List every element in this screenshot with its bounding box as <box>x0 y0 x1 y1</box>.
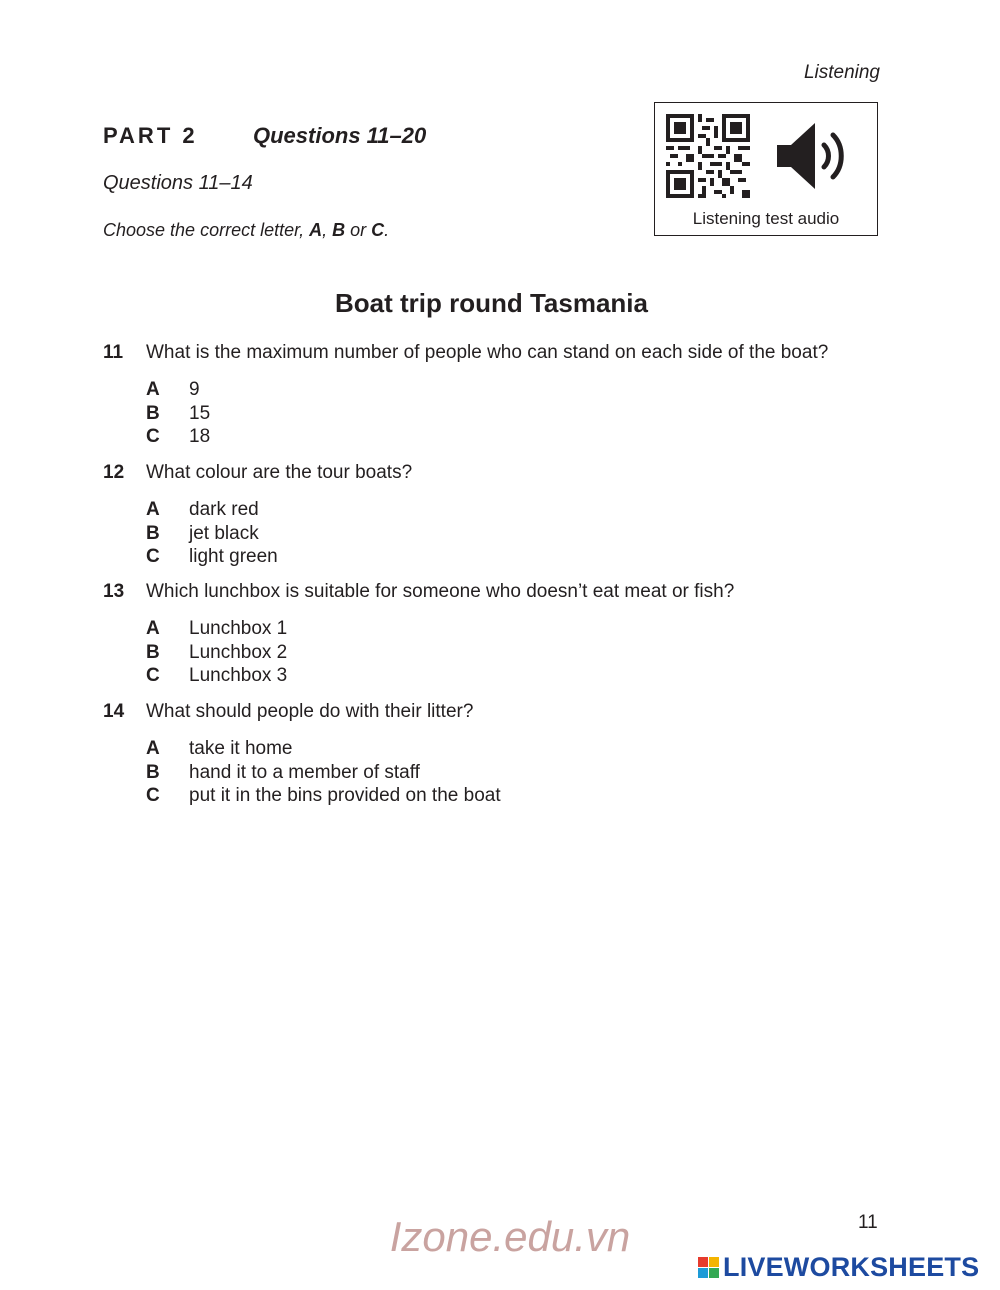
option-letter: B <box>146 641 160 663</box>
part-heading <box>103 123 427 149</box>
logo-square <box>709 1257 719 1267</box>
option-a[interactable] <box>146 617 287 641</box>
page-number: 11 <box>858 1212 878 1233</box>
section-label: Listening <box>803 62 880 83</box>
option-text: 18 <box>189 426 211 447</box>
speaker-icon[interactable] <box>777 121 851 191</box>
option-letter: A <box>146 738 160 759</box>
option-letter: A <box>146 618 160 639</box>
option-text: Lunchbox 3 <box>189 665 288 686</box>
option-letter: B <box>146 761 160 783</box>
option-list <box>146 737 501 808</box>
option-a[interactable] <box>146 378 210 402</box>
option-text: light green <box>189 546 278 567</box>
question-text: What colour are the tour boats? <box>146 462 413 483</box>
option-list <box>146 498 278 569</box>
instruction-letter-c: C <box>371 220 385 240</box>
instruction-text <box>103 220 389 241</box>
option-text: hand it to a member of staff <box>189 761 420 783</box>
option-text: put it in the bins provided on the boat <box>189 785 501 806</box>
option-text: dark red <box>189 499 259 520</box>
question-text: What is the maximum number of people who can stand on each side of the boat? <box>146 342 829 363</box>
question-number: 13 <box>103 581 125 602</box>
option-text: jet black <box>189 522 259 544</box>
qr-code-icon[interactable] <box>666 114 750 198</box>
option-b[interactable] <box>146 522 278 546</box>
question-number: 12 <box>103 462 125 483</box>
listening-audio-box[interactable] <box>654 102 878 236</box>
question-text: Which lunchbox is suitable for someone who doesn’t eat meat or fish? <box>146 581 735 602</box>
liveworksheets-logo[interactable] <box>698 1252 979 1283</box>
option-text: 15 <box>189 402 211 424</box>
instruction-letter-a: A <box>309 220 323 240</box>
option-list <box>146 378 210 449</box>
logo-square <box>709 1268 719 1278</box>
instruction-or: or <box>345 220 372 240</box>
question-number: 11 <box>103 342 124 363</box>
option-letter: C <box>146 426 160 447</box>
question-text: What should people do with their litter? <box>146 701 474 722</box>
option-c[interactable] <box>146 664 287 688</box>
audio-caption: Listening test audio <box>692 209 840 228</box>
option-list <box>146 617 287 688</box>
instruction-separator: , <box>322 220 333 240</box>
liveworksheets-brand-text: LIVEWORKSHEETS <box>723 1252 980 1282</box>
part-label: PART 2 <box>103 123 198 148</box>
option-a[interactable] <box>146 737 501 761</box>
page-title: Boat trip round Tasmania <box>335 288 648 318</box>
option-b[interactable] <box>146 641 287 665</box>
option-text: Lunchbox 2 <box>189 641 288 663</box>
logo-square <box>698 1257 708 1267</box>
option-a[interactable] <box>146 498 278 522</box>
option-b[interactable] <box>146 402 210 426</box>
question-subheading: Questions 11–14 <box>103 172 253 194</box>
option-letter: C <box>146 785 160 806</box>
option-b[interactable] <box>146 761 501 785</box>
option-text: 9 <box>189 379 200 400</box>
instruction-prefix: Choose the correct letter, <box>103 220 310 240</box>
option-letter: B <box>146 402 160 424</box>
option-letter: C <box>146 546 160 567</box>
instruction-letter-b: B <box>332 220 346 240</box>
option-c[interactable] <box>146 784 501 808</box>
instruction-end: . <box>384 220 390 240</box>
option-text: Lunchbox 1 <box>189 618 288 639</box>
watermark: Izone.edu.vn <box>389 1213 631 1260</box>
option-text: take it home <box>189 738 293 759</box>
logo-square <box>698 1268 708 1278</box>
liveworksheets-logo-icon <box>698 1257 719 1278</box>
option-letter: A <box>146 499 160 520</box>
option-c[interactable] <box>146 425 210 449</box>
option-letter: B <box>146 522 160 544</box>
question-number: 14 <box>103 701 125 722</box>
part-question-range: Questions 11–20 <box>253 123 427 148</box>
option-c[interactable] <box>146 545 278 569</box>
option-letter: C <box>146 665 160 686</box>
option-letter: A <box>146 379 160 400</box>
